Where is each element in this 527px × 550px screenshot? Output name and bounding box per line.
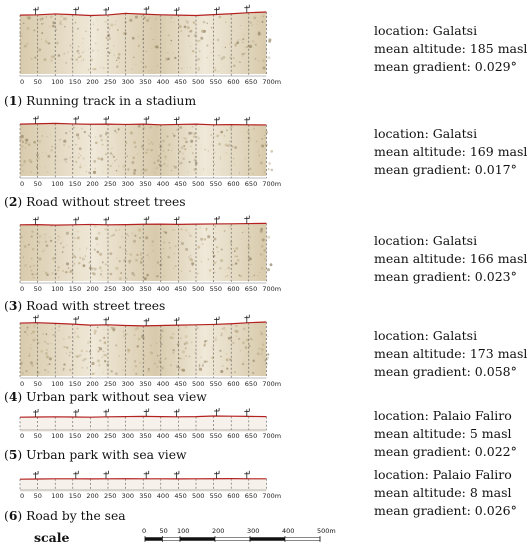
- observer-marker: [73, 217, 78, 225]
- distance-tick-label: 250: [104, 492, 117, 500]
- scale-tick-label: 400: [282, 527, 295, 535]
- observer-marker: [104, 7, 109, 15]
- scale-label: scale: [34, 530, 70, 545]
- observer-marker: [33, 409, 38, 417]
- distance-tick-label: 150: [68, 432, 82, 440]
- terrain-profile-6: [18, 470, 280, 502]
- observer-marker: [174, 216, 179, 224]
- distance-tick-label: 400: [156, 492, 170, 500]
- distance-tick-label: 550: [209, 180, 223, 188]
- distance-tick-label: 600: [227, 432, 240, 440]
- terrain-profile-5: [18, 408, 280, 442]
- distance-tick-label: 400: [156, 380, 170, 388]
- distance-tick-label: 600: [227, 285, 240, 293]
- distance-tick-label: 650: [244, 432, 258, 440]
- caption-text: Urban park without sea view: [26, 390, 207, 404]
- caption-number: 5: [8, 447, 18, 462]
- scale-tick-label: 300: [247, 527, 260, 535]
- profile-info-3: [374, 232, 527, 286]
- observer-marker: [33, 116, 38, 124]
- terrain-profile-4: [18, 312, 280, 392]
- caption-number: 6: [8, 508, 18, 523]
- observer-marker: [73, 409, 78, 417]
- profile-svg: [18, 2, 280, 90]
- observer-marker: [244, 471, 249, 479]
- distance-tick-label: 450: [174, 432, 187, 440]
- caption-number: 2: [8, 194, 18, 209]
- distance-tick-label: 600: [227, 380, 240, 388]
- observer-marker: [214, 216, 219, 224]
- scale-tick-label: 0: [142, 527, 147, 535]
- distance-tick-label: 350: [139, 492, 152, 500]
- distance-tick-label: 350: [139, 78, 152, 86]
- distance-tick-label: 700m: [262, 78, 282, 86]
- observer-marker: [244, 408, 249, 416]
- location-label: location: Galatsi: [374, 23, 478, 38]
- observer-marker: [104, 409, 109, 417]
- observer-marker: [244, 315, 249, 323]
- distance-tick-label: 550: [209, 285, 223, 293]
- distance-tick-label: 50: [33, 380, 42, 388]
- distance-tick-label: 100: [51, 492, 64, 500]
- profile-info-2: [374, 125, 527, 179]
- gradient-label: mean gradient: 0.022°: [374, 444, 517, 459]
- distance-tick-label: 650: [244, 492, 258, 500]
- observer-marker: [73, 316, 78, 324]
- profile-svg: [18, 212, 280, 298]
- distance-tick-label: 550: [209, 492, 223, 500]
- gradient-label: mean gradient: 0.026°: [374, 503, 517, 518]
- distance-tick-label: 200: [86, 432, 99, 440]
- profile-caption-5: (5) Urban park with sea view: [4, 447, 187, 462]
- scale-segment: [250, 538, 285, 541]
- gradient-label: mean gradient: 0.023°: [374, 269, 517, 284]
- distance-tick-label: 200: [86, 180, 99, 188]
- distance-tick-label: 450: [174, 78, 187, 86]
- distance-tick-label: 550: [209, 432, 223, 440]
- distance-tick-label: 350: [139, 180, 152, 188]
- distance-tick-label: 50: [33, 78, 42, 86]
- caption-text: Urban park with sea view: [26, 448, 187, 462]
- distance-tick-label: 500: [192, 380, 205, 388]
- scale-segment: [163, 538, 181, 541]
- distance-tick-label: 400: [156, 180, 170, 188]
- distance-tick-label: 500: [192, 285, 205, 293]
- altitude-label: mean altitude: 169 masl: [374, 144, 527, 159]
- distance-tick-label: 450: [174, 380, 187, 388]
- distance-tick-label: 350: [139, 380, 152, 388]
- distance-tick-label: 0: [20, 78, 25, 86]
- distance-tick-label: 700m: [262, 285, 282, 293]
- distance-tick-label: 500: [192, 432, 205, 440]
- observer-marker: [244, 117, 249, 125]
- distance-tick-label: 600: [227, 78, 240, 86]
- scale-tick-label: 100: [177, 527, 190, 535]
- distance-tick-label: 650: [244, 78, 258, 86]
- distance-tick-label: 100: [51, 78, 64, 86]
- location-label: location: Galatsi: [374, 126, 478, 141]
- observer-marker: [73, 116, 78, 124]
- observer-marker: [244, 5, 249, 13]
- caption-text: Road with street trees: [26, 299, 166, 313]
- observer-marker: [214, 471, 219, 479]
- distance-tick-label: 100: [51, 432, 64, 440]
- observer-marker: [104, 116, 109, 124]
- observer-marker: [73, 471, 78, 479]
- distance-tick-label: 300: [121, 180, 135, 188]
- caption-number: 1: [8, 93, 18, 108]
- scale-segment: [145, 538, 163, 541]
- scale-tick-label: 50: [159, 527, 168, 535]
- distance-tick-label: 100: [51, 180, 64, 188]
- observer-marker: [104, 317, 109, 325]
- distance-tick-label: 150: [68, 180, 82, 188]
- distance-tick-label: 400: [156, 78, 170, 86]
- observer-marker: [244, 216, 249, 224]
- observer-marker: [33, 315, 38, 323]
- observer-marker: [33, 7, 38, 15]
- distance-tick-label: 150: [68, 78, 82, 86]
- observer-marker: [33, 217, 38, 225]
- distance-tick-label: 250: [104, 78, 117, 86]
- profile-caption-6: (6) Road by the sea: [4, 508, 126, 523]
- distance-tick-label: 150: [68, 285, 82, 293]
- profile-caption-3: (3) Road with street trees: [4, 298, 166, 313]
- profile-info-6: [374, 466, 517, 520]
- distance-tick-label: 250: [104, 180, 117, 188]
- distance-tick-label: 0: [20, 432, 25, 440]
- distance-tick-label: 700m: [262, 180, 282, 188]
- observer-marker: [214, 316, 219, 324]
- distance-tick-label: 700m: [262, 492, 282, 500]
- distance-tick-label: 50: [33, 285, 42, 293]
- distance-tick-label: 700m: [262, 380, 282, 388]
- profile-svg: [18, 312, 280, 392]
- location-label: location: Galatsi: [374, 233, 478, 248]
- gradient-label: mean gradient: 0.017°: [374, 162, 517, 177]
- caption-number: 4: [8, 389, 18, 404]
- observer-marker: [144, 116, 149, 124]
- observer-marker: [174, 317, 179, 325]
- gradient-label: mean gradient: 0.058°: [374, 364, 517, 379]
- distance-tick-label: 50: [33, 492, 42, 500]
- observer-marker: [144, 471, 149, 479]
- distance-tick-label: 650: [244, 380, 258, 388]
- observer-marker: [174, 409, 179, 417]
- distance-tick-label: 500: [192, 78, 205, 86]
- terrain-profile-2: [18, 112, 280, 192]
- distance-tick-label: 0: [20, 380, 25, 388]
- distance-tick-label: 550: [209, 78, 223, 86]
- terrain-profile-1: [18, 2, 280, 90]
- distance-tick-label: 650: [244, 180, 258, 188]
- observer-marker: [214, 7, 219, 15]
- observer-marker: [73, 7, 78, 15]
- profile-info-5: [374, 407, 517, 461]
- distance-tick-label: 500: [192, 492, 205, 500]
- observer-marker: [33, 471, 38, 479]
- location-label: location: Galatsi: [374, 328, 478, 343]
- profile-info-4: [374, 327, 527, 381]
- observer-marker: [144, 6, 149, 14]
- observer-marker: [144, 216, 149, 224]
- distance-tick-label: 450: [174, 180, 187, 188]
- distance-tick-label: 200: [86, 380, 99, 388]
- caption-text: Running track in a stadium: [26, 94, 197, 108]
- altitude-label: mean altitude: 185 masl: [374, 41, 527, 56]
- distance-tick-label: 250: [104, 285, 117, 293]
- distance-tick-label: 300: [121, 285, 135, 293]
- profile-caption-4: (4) Urban park without sea view: [4, 389, 207, 404]
- observer-marker: [174, 471, 179, 479]
- altitude-label: mean altitude: 8 masl: [374, 485, 512, 500]
- distance-tick-label: 550: [209, 380, 223, 388]
- profile-svg: [18, 470, 280, 502]
- observer-marker: [144, 318, 149, 326]
- distance-tick-label: 350: [139, 285, 152, 293]
- distance-tick-label: 0: [20, 492, 25, 500]
- distance-tick-label: 200: [86, 78, 99, 86]
- distance-tick-label: 200: [86, 492, 99, 500]
- distance-tick-label: 150: [68, 492, 82, 500]
- distance-tick-label: 700m: [262, 432, 282, 440]
- profile-info-1: [374, 22, 527, 76]
- scale-tick-label: 200: [212, 527, 225, 535]
- location-label: location: Palaio Faliro: [374, 408, 512, 423]
- observer-marker: [214, 117, 219, 125]
- distance-tick-label: 650: [244, 285, 258, 293]
- distance-tick-label: 200: [86, 285, 99, 293]
- altitude-label: mean altitude: 166 masl: [374, 251, 527, 266]
- observer-marker: [174, 7, 179, 15]
- distance-tick-label: 400: [156, 432, 170, 440]
- altitude-label: mean altitude: 5 masl: [374, 426, 512, 441]
- distance-tick-label: 0: [20, 180, 25, 188]
- distance-tick-label: 400: [156, 285, 170, 293]
- altitude-label: mean altitude: 173 masl: [374, 346, 527, 361]
- distance-tick-label: 600: [227, 492, 240, 500]
- terrain-surface-line: [20, 479, 266, 480]
- scale-segment: [180, 538, 215, 541]
- observer-marker: [174, 116, 179, 124]
- distance-tick-label: 500: [192, 180, 205, 188]
- distance-tick-label: 250: [104, 380, 117, 388]
- observer-marker: [104, 471, 109, 479]
- distance-tick-label: 450: [174, 285, 187, 293]
- scale-bar: [140, 525, 336, 547]
- scale-tick-label: 500m: [317, 527, 336, 535]
- distance-tick-label: 100: [51, 285, 64, 293]
- distance-tick-label: 300: [121, 492, 135, 500]
- terrain-profile-3: [18, 212, 280, 298]
- profile-caption-2: (2) Road without street trees: [4, 194, 186, 209]
- distance-tick-label: 100: [51, 380, 64, 388]
- caption-number: 3: [8, 298, 18, 313]
- profile-svg: [18, 408, 280, 442]
- scale-segment: [285, 538, 320, 541]
- location-label: location: Palaio Faliro: [374, 467, 512, 482]
- distance-tick-label: 300: [121, 78, 135, 86]
- distance-tick-label: 350: [139, 432, 152, 440]
- caption-text: Road by the sea: [26, 509, 126, 523]
- distance-tick-label: 0: [20, 285, 25, 293]
- distance-tick-label: 50: [33, 180, 42, 188]
- distance-tick-label: 150: [68, 380, 82, 388]
- gradient-label: mean gradient: 0.029°: [374, 59, 517, 74]
- distance-tick-label: 250: [104, 432, 117, 440]
- observer-marker: [144, 408, 149, 416]
- distance-tick-label: 50: [33, 432, 42, 440]
- distance-tick-label: 300: [121, 380, 135, 388]
- distance-tick-label: 600: [227, 180, 240, 188]
- caption-text: Road without street trees: [26, 195, 186, 209]
- scale-segment: [215, 538, 250, 541]
- distance-tick-label: 450: [174, 492, 187, 500]
- profile-svg: [18, 112, 280, 192]
- distance-tick-label: 300: [121, 432, 135, 440]
- observer-marker: [214, 408, 219, 416]
- observer-marker: [104, 217, 109, 225]
- profile-caption-1: (1) Running track in a stadium: [4, 93, 197, 108]
